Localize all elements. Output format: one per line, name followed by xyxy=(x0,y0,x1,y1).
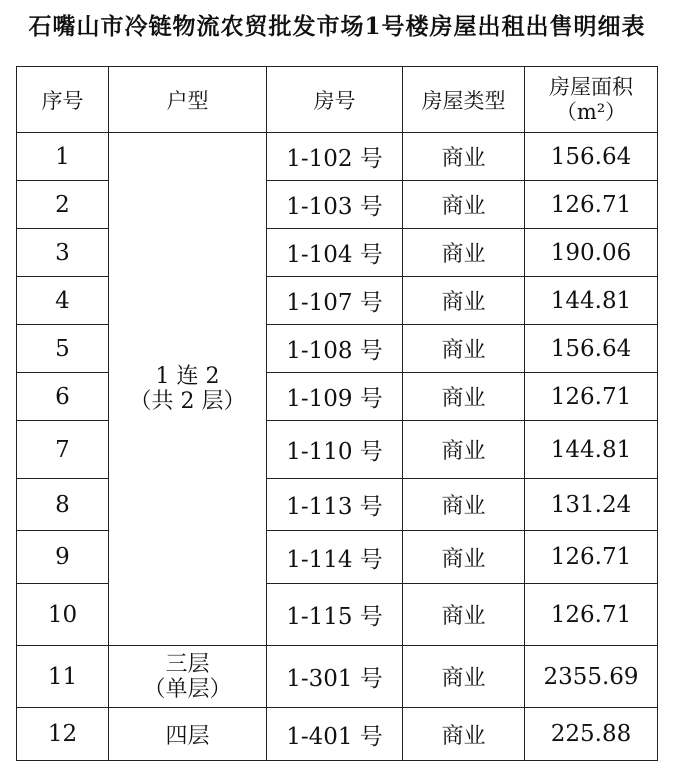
cell-house-type: 商业 xyxy=(403,531,525,584)
cell-room-no: 1-107 号 xyxy=(267,277,403,325)
unit-type-line1: 三层 xyxy=(165,651,210,677)
cell-seq: 5 xyxy=(17,325,109,373)
cell-house-type: 商业 xyxy=(403,708,525,761)
header-area xyxy=(525,67,658,133)
header-seq: 序号 xyxy=(17,67,109,133)
unit-type-line1: 1 连 2 xyxy=(155,364,220,389)
cell-room-no: 1-115 号 xyxy=(267,584,403,646)
cell-room-no: 1-301 号 xyxy=(267,646,403,708)
cell-house-type: 商业 xyxy=(403,421,525,479)
cell-seq: 12 xyxy=(17,708,109,761)
rental-detail-table xyxy=(16,66,658,761)
document-title: 石嘴山市冷链物流农贸批发市场1号楼房屋出租出售明细表 xyxy=(28,13,646,40)
table-row xyxy=(17,646,658,708)
cell-area: 126.71 xyxy=(525,373,658,421)
cell-unit-type xyxy=(109,646,267,708)
cell-area: 126.71 xyxy=(525,531,658,584)
cell-seq: 3 xyxy=(17,229,109,277)
header-area-label: 房屋面积 xyxy=(549,74,633,99)
cell-room-no: 1-110 号 xyxy=(267,421,403,479)
header-unit-type: 户型 xyxy=(109,67,267,133)
header-house-type: 房屋类型 xyxy=(403,67,525,133)
cell-room-no: 1-114 号 xyxy=(267,531,403,584)
cell-house-type: 商业 xyxy=(403,325,525,373)
cell-house-type: 商业 xyxy=(403,479,525,531)
cell-unit-type: 四层 xyxy=(109,708,267,761)
cell-house-type: 商业 xyxy=(403,584,525,646)
cell-house-type: 商业 xyxy=(403,133,525,181)
cell-room-no: 1-401 号 xyxy=(267,708,403,761)
cell-room-no: 1-113 号 xyxy=(267,479,403,531)
cell-area: 225.88 xyxy=(525,708,658,761)
cell-unit-type-merged xyxy=(109,133,267,646)
cell-house-type: 商业 xyxy=(403,646,525,708)
cell-seq: 10 xyxy=(17,584,109,646)
table-row xyxy=(17,708,658,761)
table-row xyxy=(17,133,658,181)
cell-house-type: 商业 xyxy=(403,229,525,277)
cell-seq: 2 xyxy=(17,181,109,229)
cell-area: 144.81 xyxy=(525,421,658,479)
cell-area: 144.81 xyxy=(525,277,658,325)
cell-seq: 4 xyxy=(17,277,109,325)
cell-house-type: 商业 xyxy=(403,181,525,229)
unit-type-line2: （共 2 层） xyxy=(129,389,246,414)
cell-area: 126.71 xyxy=(525,181,658,229)
cell-area: 156.64 xyxy=(525,133,658,181)
cell-area: 2355.69 xyxy=(525,646,658,708)
cell-seq: 8 xyxy=(17,479,109,531)
cell-room-no: 1-102 号 xyxy=(267,133,403,181)
header-room-no: 房号 xyxy=(267,67,403,133)
cell-seq: 7 xyxy=(17,421,109,479)
cell-house-type: 商业 xyxy=(403,277,525,325)
cell-room-no: 1-103 号 xyxy=(267,181,403,229)
cell-seq: 1 xyxy=(17,133,109,181)
table-header-row xyxy=(17,67,658,133)
cell-room-no: 1-109 号 xyxy=(267,373,403,421)
cell-seq: 11 xyxy=(17,646,109,708)
cell-area: 131.24 xyxy=(525,479,658,531)
header-area-unit: （m²） xyxy=(555,99,627,124)
cell-area: 126.71 xyxy=(525,584,658,646)
cell-area: 156.64 xyxy=(525,325,658,373)
cell-seq: 6 xyxy=(17,373,109,421)
cell-house-type: 商业 xyxy=(403,373,525,421)
unit-type-line2: （单层） xyxy=(143,676,232,702)
cell-seq: 9 xyxy=(17,531,109,584)
cell-room-no: 1-108 号 xyxy=(267,325,403,373)
cell-area: 190.06 xyxy=(525,229,658,277)
cell-room-no: 1-104 号 xyxy=(267,229,403,277)
